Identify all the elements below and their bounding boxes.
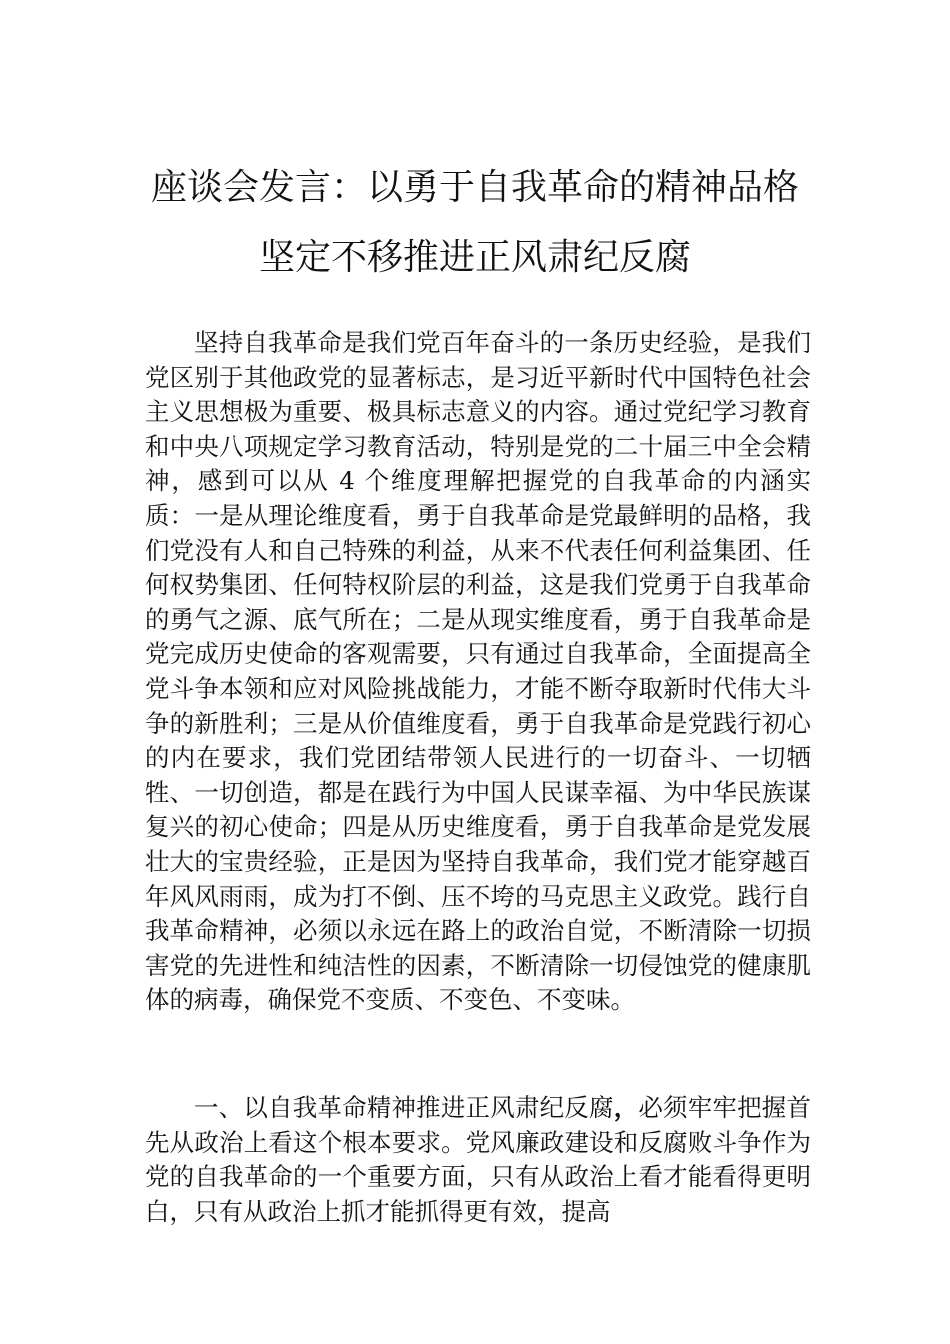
section-heading-punct: ， — [613, 1093, 639, 1122]
document-title-line-1: 座谈会发言：以勇于自我革命的精神品格 — [150, 167, 799, 208]
section-1-text: 必须牢牢把握首先从政治上看这个根本要求。党风廉政建设和反腐败斗争作为党的自我革命的一个重要方面，只有从政治上看才能看得更明白，只有从政治上抓才能抓得更有效，提高 — [145, 1093, 811, 1226]
body-paragraph-1: 坚持自我革命是我们党百年奋斗的一条历史经验，是我们党区别于其他政党的显著标志，是习近平新时代中国特色社会主义思想极为重要、极具标志意义的内容。通过党纪学习教育和中央八项规定学习教育活动，特别是党的二十届三中全会精神，感到可以从 4 个维度理解把握党的自我革命的内涵实质：一是从理论维度看，勇于自我革命是党最鲜明的品格，我们党没有人和自己特殊的利益，从来不代表任何利益集团、任何权势集团、任何特权阶层的利益，这是我们党勇于自我革命的勇气之源、底气所在；二是从现实维度看，勇于自我革命是党完成历史使命的客观需要，只有通过自我革命，全面提高全党斗争本领和应对风险挑战能力，才能不断夺取新时代伟大斗争的新胜利；三是从价值维度看，勇于自我革命是党践行初心的内在要求，我们党团结带领人民进行的一切奋斗、一切牺牲、一切创造，都是在践行为中国人民谋幸福、为中华民族谋复兴的初心使命；四是从历史维度看，勇于自我革命是党发展壮大的宝贵经验，正是因为坚持自我革命，我们党才能穿越百年风风雨雨，成为打不倒、压不垮的马克思主义政党。践行自我革命精神，必须以永远在路上的政治自觉，不断清除一切损害党的先进性和纯洁性的因素，不断清除一切侵蚀党的健康肌体的病毒，确保党不变质、不变色、不变味。 — [145, 328, 811, 1015]
body-paragraph-2 — [145, 1091, 811, 1229]
document-title-line-2: 坚定不移推进正风肃纪反腐 — [258, 237, 691, 278]
section-heading-1: 一、以自我革命精神推进正风肃纪反腐 — [194, 1093, 614, 1122]
